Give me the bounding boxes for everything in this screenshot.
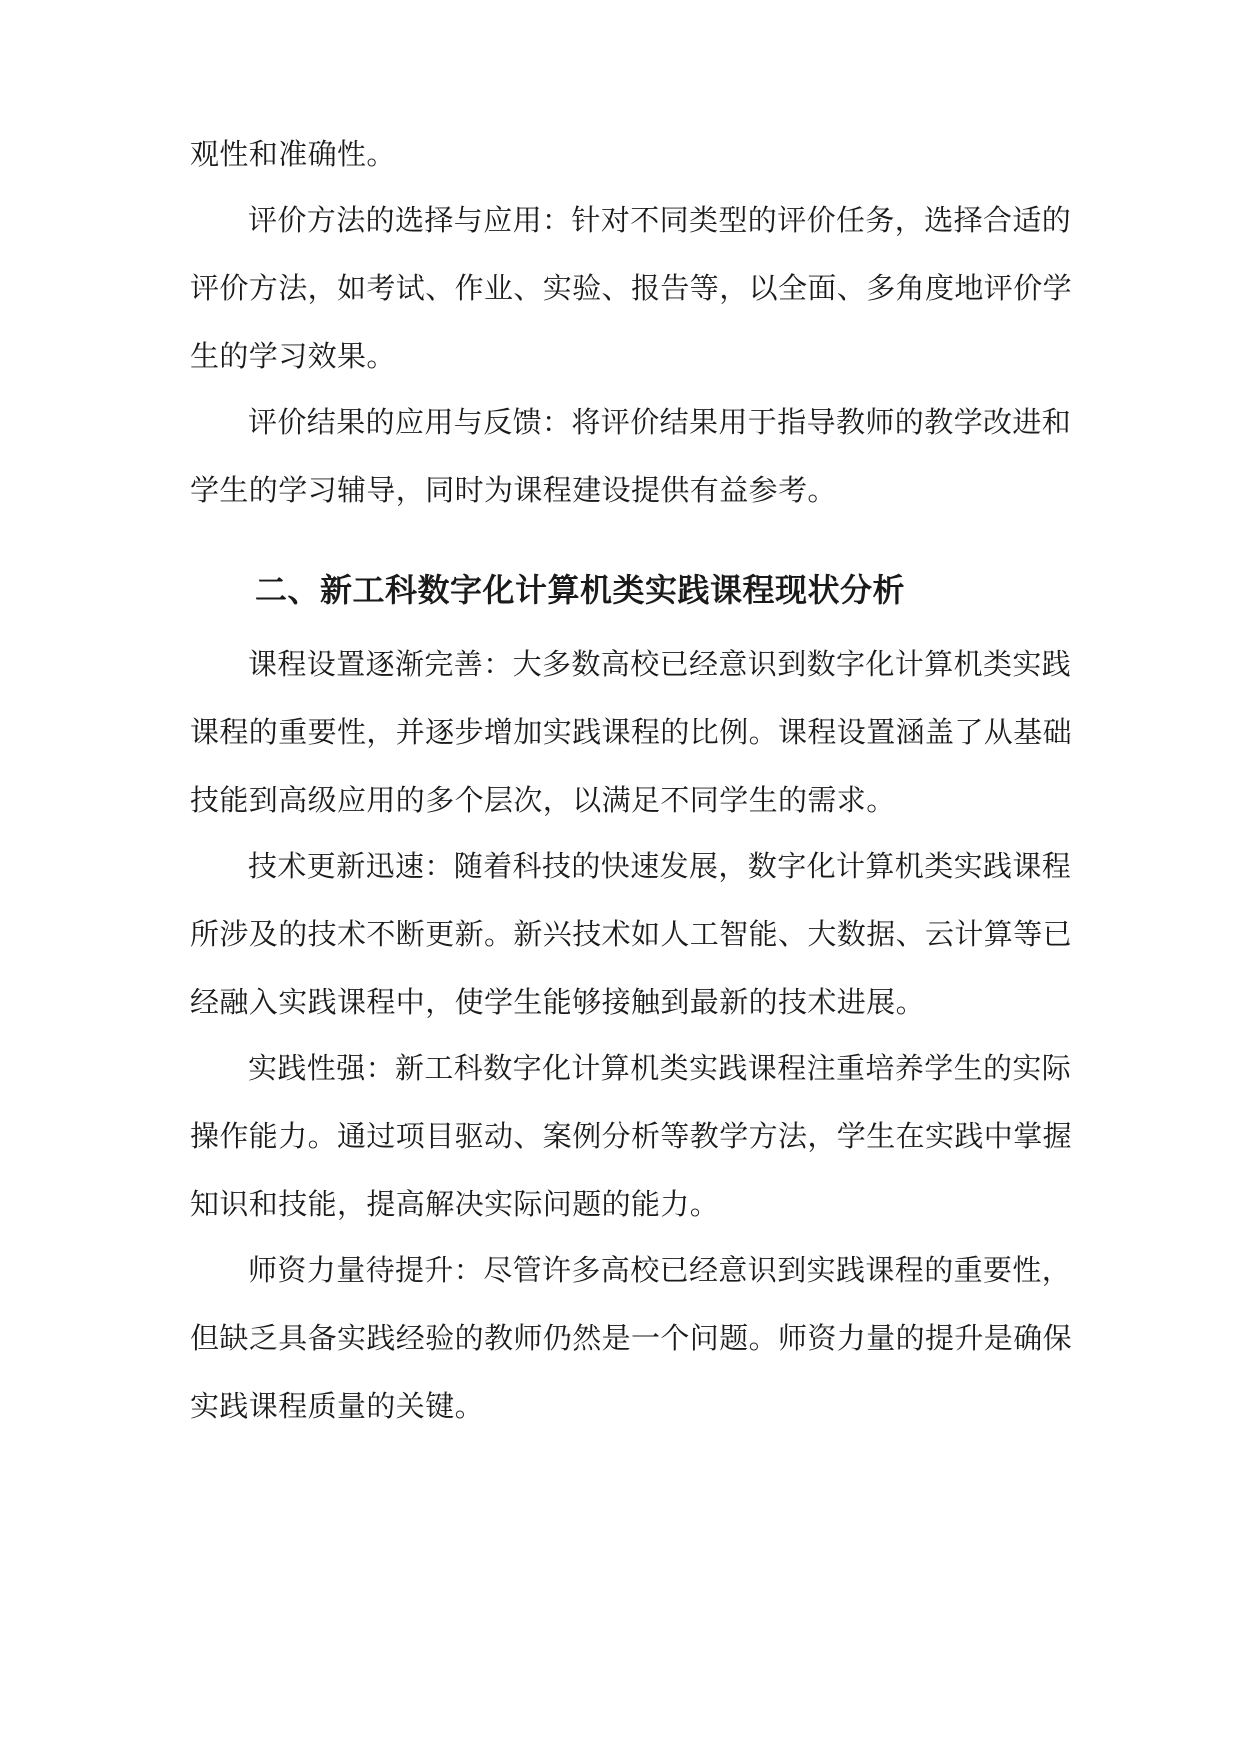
paragraph-line: 课程设置逐渐完善：大多数高校已经意识到数字化计算机类实践 <box>248 647 1072 681</box>
paragraph-line: 但缺乏具备实践经验的教师仍然是一个问题。师资力量的提升是确保 <box>190 1321 1073 1355</box>
paragraph-line: 技能到高级应用的多个层次，以满足不同学生的需求。 <box>190 783 896 817</box>
paragraph-line: 生的学习效果。 <box>190 339 396 373</box>
paragraph-line: 所涉及的技术不断更新。新兴技术如人工智能、大数据、云计算等已 <box>190 917 1073 951</box>
paragraph-line: 评价方法，如考试、作业、实验、报告等，以全面、多角度地评价学 <box>190 271 1073 305</box>
paragraph-continuation-line: 观性和准确性。 <box>190 137 396 171</box>
paragraph-line: 师资力量待提升：尽管许多高校已经意识到实践课程的重要性， <box>248 1253 1072 1287</box>
paragraph-line: 评价结果的应用与反馈：将评价结果用于指导教师的教学改进和 <box>248 405 1072 439</box>
paragraph-line: 操作能力。通过项目驱动、案例分析等教学方法，学生在实践中掌握 <box>190 1119 1073 1153</box>
paragraph-line: 实践性强：新工科数字化计算机类实践课程注重培养学生的实际 <box>248 1051 1072 1085</box>
paragraph-line: 课程的重要性，并逐步增加实践课程的比例。课程设置涵盖了从基础 <box>190 715 1073 749</box>
section-heading: 二、新工科数字化计算机类实践课程现状分析 <box>255 571 906 609</box>
paragraph-line: 学生的学习辅导，同时为课程建设提供有益参考。 <box>190 473 837 507</box>
paragraph-line: 知识和技能，提高解决实际问题的能力。 <box>190 1187 720 1221</box>
paragraph-line: 经融入实践课程中，使学生能够接触到最新的技术进展。 <box>190 985 926 1019</box>
paragraph-line: 技术更新迅速：随着科技的快速发展，数字化计算机类实践课程 <box>248 849 1072 883</box>
paragraph-line: 实践课程质量的关键。 <box>190 1389 485 1423</box>
paragraph-line: 评价方法的选择与应用：针对不同类型的评价任务，选择合适的 <box>248 203 1072 237</box>
